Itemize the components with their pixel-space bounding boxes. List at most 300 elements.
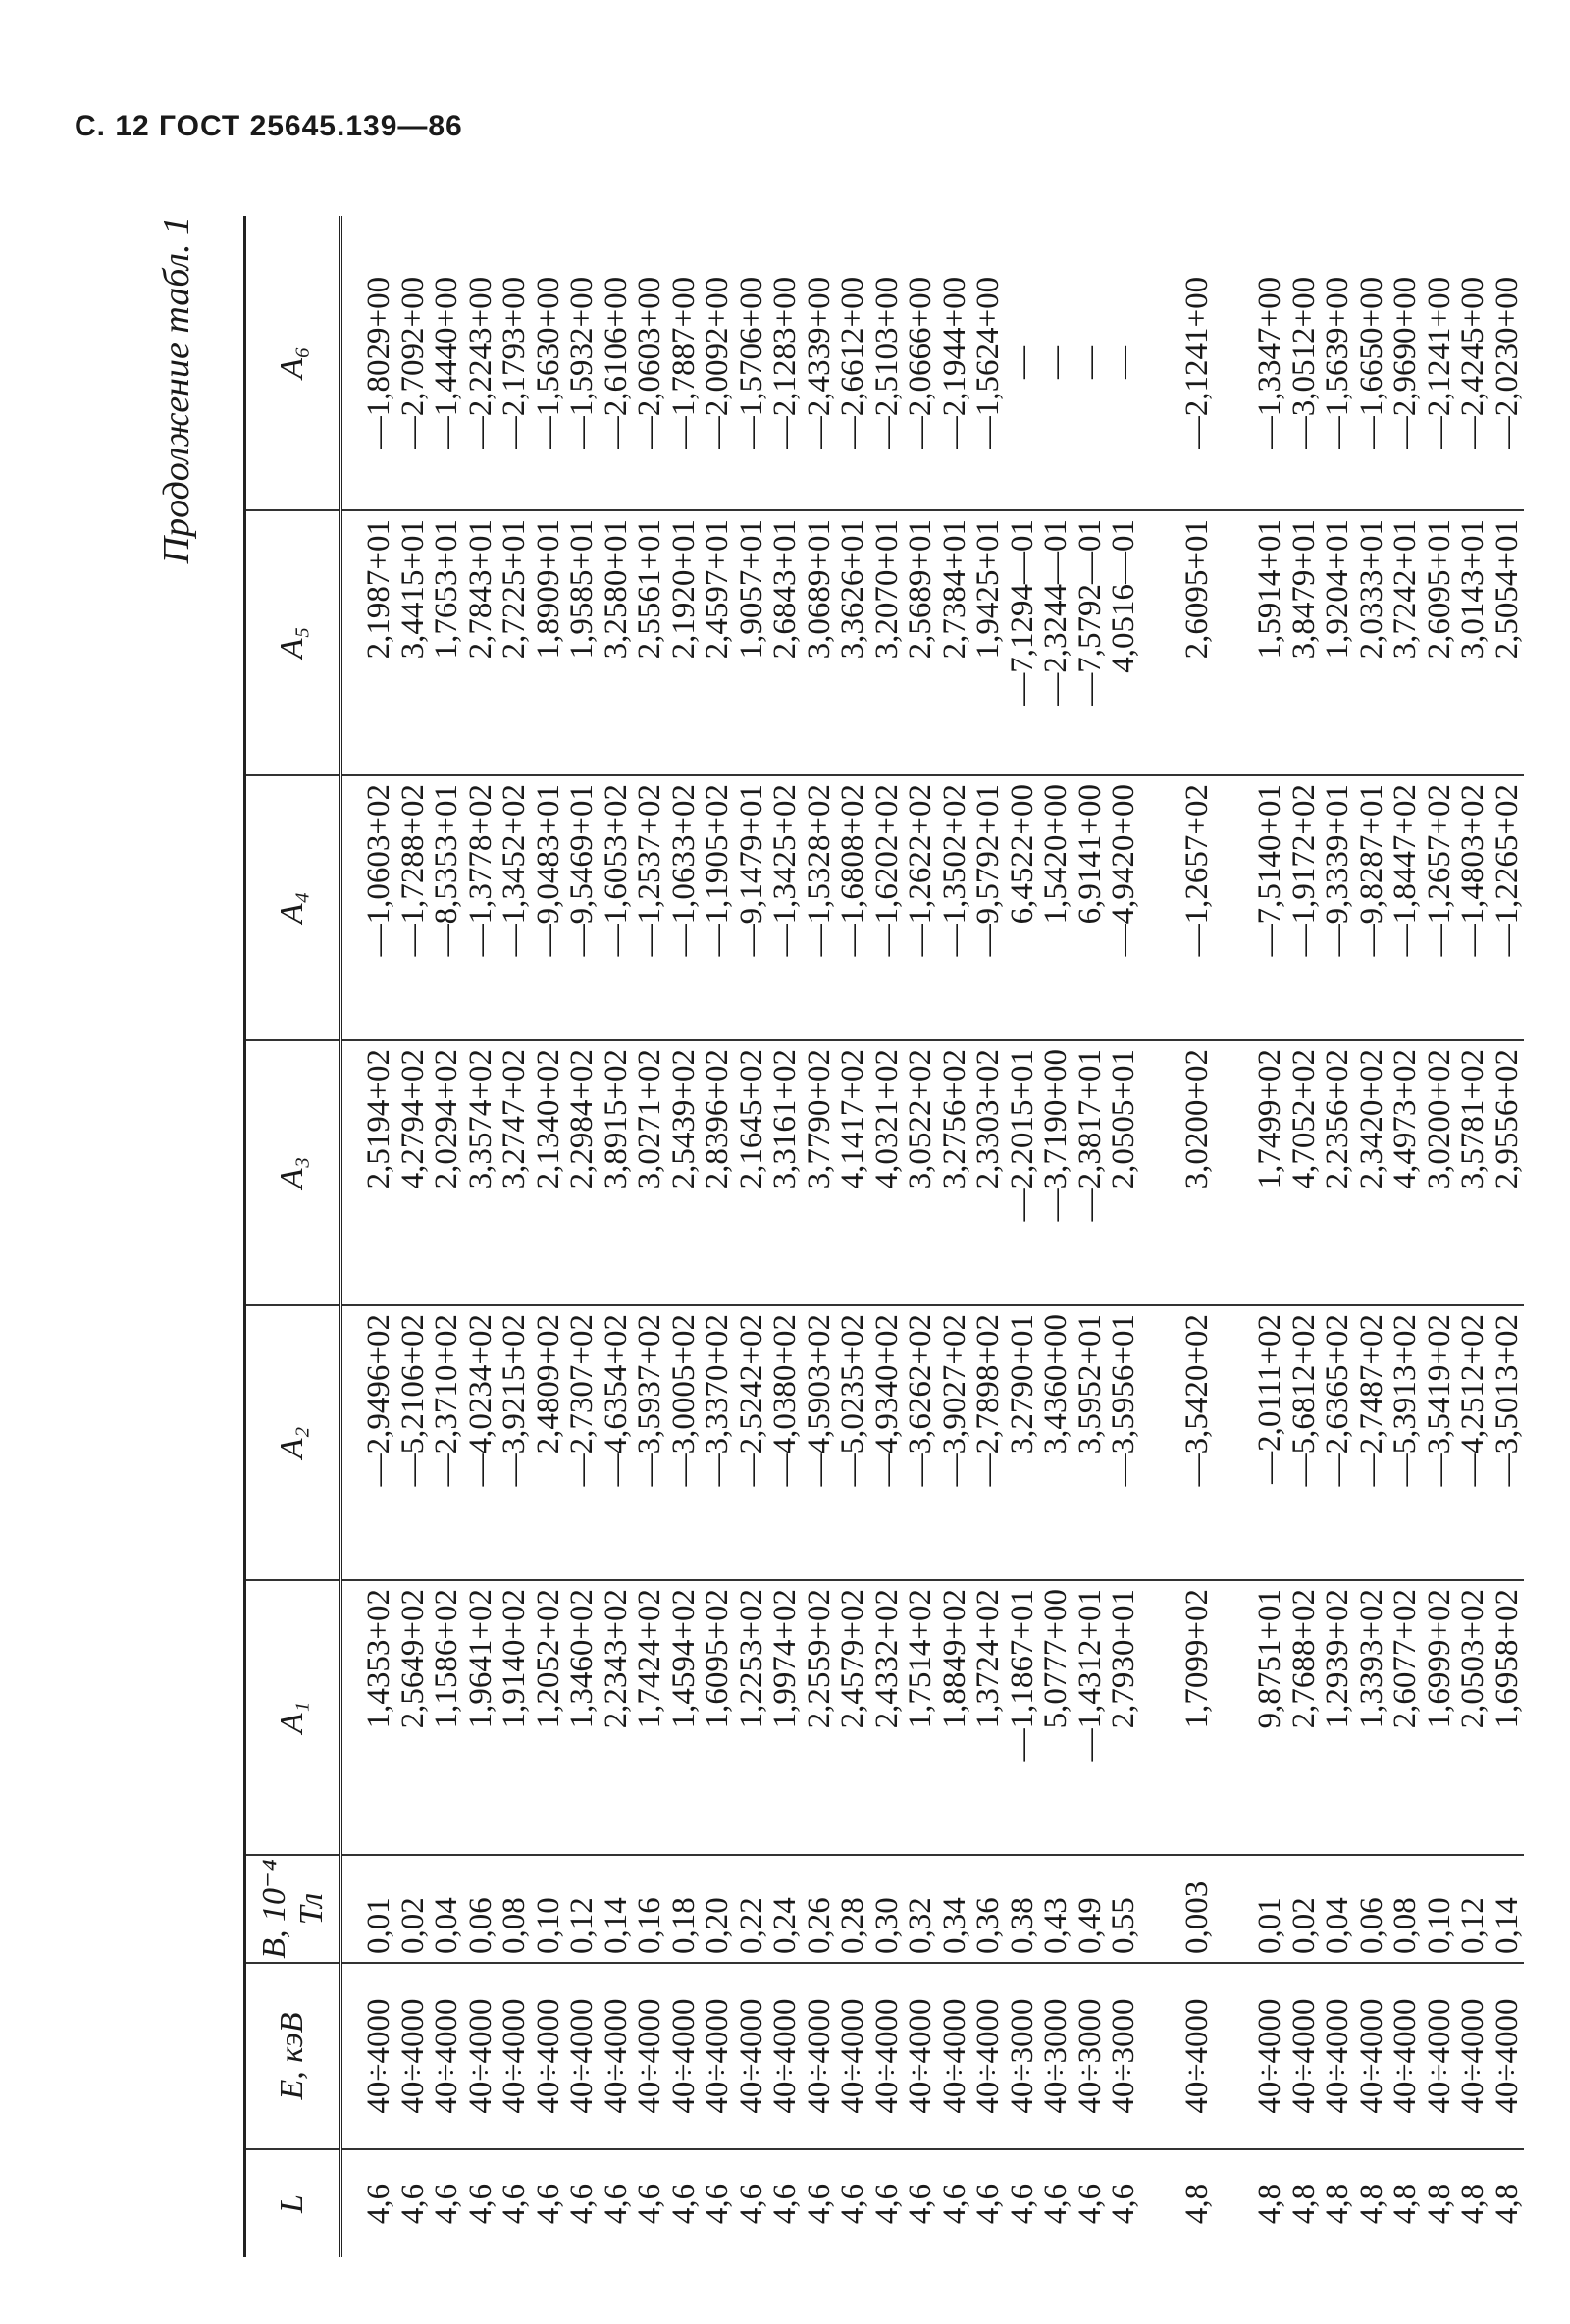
cell-a5: 3,0689+01 xyxy=(803,510,837,775)
spacer-cell xyxy=(1141,775,1180,1040)
cell-a5: 1,8909+01 xyxy=(532,510,566,775)
cell-a1: 2,4579+02 xyxy=(836,1580,870,1855)
table-row xyxy=(938,216,972,2257)
spacer-cell xyxy=(1141,510,1180,775)
cell-a1: 5,0777+00 xyxy=(1039,1580,1073,1855)
cell-l: 4,6 xyxy=(632,2183,667,2225)
cell-e: 40÷4000 xyxy=(497,1963,532,2149)
cell-e: 40÷4000 xyxy=(971,1963,1006,2149)
cell-e: 40÷4000 xyxy=(1253,1963,1287,2149)
cell-e: 40÷4000 xyxy=(904,1963,938,2149)
cell-l: 4,6 xyxy=(835,2183,870,2225)
table-row xyxy=(497,216,532,2257)
cell-a3: 2,1645+02 xyxy=(735,1040,769,1305)
cell-a5: 3,0143+01 xyxy=(1456,510,1491,775)
cell-l: 4,8 xyxy=(1421,2183,1457,2225)
spacer-cell xyxy=(1141,1040,1180,1305)
cell-l: 4,8 xyxy=(1455,2183,1491,2225)
cell-a2: —2,5242+02 xyxy=(735,1305,769,1580)
cell-a5: 3,4415+01 xyxy=(396,510,431,775)
cell-b: 0,49 xyxy=(1073,1855,1108,1963)
cell-a6: — xyxy=(1039,216,1073,510)
cell-a3: 1,7499+02 xyxy=(1253,1040,1287,1305)
table-row xyxy=(667,216,702,2257)
cell-b: 0,12 xyxy=(565,1855,600,1963)
cell-a6: —3,0512+00 xyxy=(1287,216,1322,510)
cell-b: 0,36 xyxy=(971,1855,1006,1963)
cell-a2: —5,2106+02 xyxy=(396,1305,431,1580)
cell-a4: —1,6202+02 xyxy=(870,775,905,1040)
cell-a3: 2,5439+02 xyxy=(667,1040,702,1305)
cell-b: 0,43 xyxy=(1039,1855,1073,1963)
cell-b: 0,16 xyxy=(633,1855,667,1963)
cell-a3: 3,2756+02 xyxy=(938,1040,972,1305)
cell-a2: —4,0380+02 xyxy=(768,1305,803,1580)
spacer-cell xyxy=(1141,2149,1180,2257)
cell-a6: —1,4440+00 xyxy=(430,216,464,510)
cell-a1: 2,4332+02 xyxy=(870,1580,905,1855)
cell-a6: —2,6612+00 xyxy=(836,216,870,510)
cell-a3: 2,2356+02 xyxy=(1321,1040,1355,1305)
cell-a3: 3,0522+02 xyxy=(904,1040,938,1305)
cell-a3: 3,0271+02 xyxy=(633,1040,667,1305)
cell-b: 0,01 xyxy=(1253,1855,1287,1963)
spacer-cell xyxy=(1141,1305,1180,1580)
cell-a4: 1,5420+00 xyxy=(1039,775,1073,1040)
cell-a6: —2,0230+00 xyxy=(1491,216,1525,510)
cell-a4: —1,3502+02 xyxy=(938,775,972,1040)
cell-a5: 2,5561+01 xyxy=(633,510,667,775)
cell-a4: —9,5469+01 xyxy=(565,775,600,1040)
cell-l: 4,8 xyxy=(1252,2183,1287,2225)
cell-a3: 2,9556+02 xyxy=(1491,1040,1525,1305)
cell-a1: 1,3393+02 xyxy=(1355,1580,1389,1855)
cell-e: 40÷4000 xyxy=(396,1963,431,2149)
cell-a3: 4,4973+02 xyxy=(1388,1040,1423,1305)
cell-b: 0,34 xyxy=(938,1855,972,1963)
cell-a2: —3,5956+01 xyxy=(1107,1305,1141,1580)
cell-a1: 1,8849+02 xyxy=(938,1580,972,1855)
cell-e: 40÷4000 xyxy=(340,1963,396,2149)
cell-a6: —2,5103+00 xyxy=(870,216,905,510)
cell-a1: 1,9641+02 xyxy=(464,1580,498,1855)
rotated-table-block xyxy=(147,216,1525,2257)
cell-a1: 1,4594+02 xyxy=(667,1580,702,1855)
spacer-cell xyxy=(1214,1855,1253,1963)
cell-b: 0,08 xyxy=(497,1855,532,1963)
cell-e: 40÷4000 xyxy=(565,1963,600,2149)
cell-e: 40÷4000 xyxy=(701,1963,735,2149)
cell-a2: 3,4360+00 xyxy=(1039,1305,1073,1580)
table-row xyxy=(1321,216,1355,2257)
cell-a1: 1,7514+02 xyxy=(904,1580,938,1855)
cell-a1: 2,7930+01 xyxy=(1107,1580,1141,1855)
cell-b: 0,04 xyxy=(430,1855,464,1963)
table-row xyxy=(1456,216,1491,2257)
table-row xyxy=(803,216,837,2257)
cell-a6: —2,7092+00 xyxy=(396,216,431,510)
cell-a6: —2,1241+00 xyxy=(1423,216,1457,510)
col-header-a5: A₅ xyxy=(245,510,341,775)
cell-a5: 3,7242+01 xyxy=(1388,510,1423,775)
table-row xyxy=(971,216,1006,2257)
spacer-cell xyxy=(1214,2149,1253,2257)
cell-a6: —1,7887+00 xyxy=(667,216,702,510)
cell-a1: 1,6958+02 xyxy=(1491,1580,1525,1855)
cell-b: 0,01 xyxy=(340,1855,396,1963)
spacer-cell xyxy=(1214,775,1253,1040)
cell-a1: 9,8751+01 xyxy=(1253,1580,1287,1855)
cell-a3: 3,7790+02 xyxy=(803,1040,837,1305)
cell-a4: —1,1905+02 xyxy=(701,775,735,1040)
cell-e: 40÷4000 xyxy=(1491,1963,1525,2149)
cell-a2: —3,3370+02 xyxy=(701,1305,735,1580)
cell-b: 0,26 xyxy=(803,1855,837,1963)
cell-a4: —1,6053+02 xyxy=(600,775,634,1040)
cell-a3: 4,1417+02 xyxy=(836,1040,870,1305)
cell-a1: 1,6095+02 xyxy=(701,1580,735,1855)
cell-l: 4,8 xyxy=(1387,2183,1423,2225)
cell-a2: —3,0005+02 xyxy=(667,1305,702,1580)
page-header: С. 12 ГОСТ 25645.139—86 xyxy=(75,110,463,142)
spacer-cell xyxy=(1214,1040,1253,1305)
cell-a5: 1,7653+01 xyxy=(430,510,464,775)
cell-l: 4,6 xyxy=(394,2183,431,2225)
cell-a2: —3,6262+02 xyxy=(904,1305,938,1580)
group-spacer xyxy=(1141,216,1180,2257)
cell-a2: —2,7898+02 xyxy=(971,1305,1006,1580)
cell-a3: 2,3420+02 xyxy=(1355,1040,1389,1305)
cell-a5: 4,0516—01 xyxy=(1107,510,1141,775)
cell-a4: —9,8287+01 xyxy=(1355,775,1389,1040)
table-row xyxy=(1006,216,1040,2257)
cell-a6: —2,1241+00 xyxy=(1180,216,1215,510)
spacer-cell xyxy=(1141,1855,1180,1963)
cell-a6: —1,8029+00 xyxy=(340,216,396,510)
cell-a2: —4,9340+02 xyxy=(870,1305,905,1580)
cell-a2: —4,5903+02 xyxy=(803,1305,837,1580)
cell-l: 4,6 xyxy=(733,2183,769,2225)
cell-a2: 3,5952+01 xyxy=(1073,1305,1108,1580)
spacer-cell xyxy=(1141,1963,1180,2149)
cell-a2: —4,2512+02 xyxy=(1456,1305,1491,1580)
cell-a6: — xyxy=(1006,216,1040,510)
data-table xyxy=(243,216,1524,2257)
cell-a5: 2,1987+01 xyxy=(340,510,396,775)
cell-a1: 2,6077+02 xyxy=(1388,1580,1423,1855)
cell-a5: 1,9425+01 xyxy=(971,510,1006,775)
cell-b: 0,30 xyxy=(870,1855,905,1963)
table-row xyxy=(396,216,431,2257)
table-row xyxy=(633,216,667,2257)
cell-a6: —2,0603+00 xyxy=(633,216,667,510)
cell-l: 4,8 xyxy=(1489,2183,1525,2225)
cell-a4: —8,5353+01 xyxy=(430,775,464,1040)
cell-b: 0,10 xyxy=(532,1855,566,1963)
table-row xyxy=(1388,216,1423,2257)
cell-b: 0,12 xyxy=(1456,1855,1491,1963)
cell-b: 0,32 xyxy=(904,1855,938,1963)
table-row xyxy=(600,216,634,2257)
cell-a3: 2,5194+02 xyxy=(340,1040,396,1305)
cell-b: 0,38 xyxy=(1006,1855,1040,1963)
cell-a2: —5,6812+02 xyxy=(1287,1305,1322,1580)
table-row xyxy=(735,216,769,2257)
cell-a3: 2,2984+02 xyxy=(565,1040,600,1305)
cell-a4: —1,0633+02 xyxy=(667,775,702,1040)
cell-a4: 6,9141+00 xyxy=(1073,775,1108,1040)
cell-a6: —1,5706+00 xyxy=(735,216,769,510)
table-row xyxy=(1287,216,1322,2257)
cell-a3: —3,7190+00 xyxy=(1039,1040,1073,1305)
cell-a4: —1,5328+02 xyxy=(803,775,837,1040)
table-body xyxy=(340,216,1524,2257)
cell-a3: 3,0200+02 xyxy=(1180,1040,1215,1305)
spacer-cell xyxy=(1214,216,1253,510)
col-header-a2: A₂ xyxy=(245,1305,341,1580)
cell-a6: —2,1283+00 xyxy=(768,216,803,510)
cell-e: 40÷4000 xyxy=(600,1963,634,2149)
cell-a4: —1,2265+02 xyxy=(1491,775,1525,1040)
cell-b: 0,08 xyxy=(1388,1855,1423,1963)
cell-a6: — xyxy=(1107,216,1141,510)
cell-l: 4,6 xyxy=(564,2183,600,2225)
cell-b: 0,02 xyxy=(1287,1855,1322,1963)
col-header-e: E, кэВ xyxy=(245,1963,341,2149)
cell-b: 0,04 xyxy=(1321,1855,1355,1963)
cell-a1: 2,0503+02 xyxy=(1456,1580,1491,1855)
cell-a4: —1,9172+02 xyxy=(1287,775,1322,1040)
cell-a3: 3,2747+02 xyxy=(497,1040,532,1305)
cell-l: 4,6 xyxy=(936,2183,972,2225)
cell-b: 0,02 xyxy=(396,1855,431,1963)
cell-e: 40÷4000 xyxy=(938,1963,972,2149)
cell-l: 4,6 xyxy=(903,2183,938,2225)
cell-b: 0,28 xyxy=(836,1855,870,1963)
cell-l: 4,6 xyxy=(462,2183,498,2225)
cell-a4: —1,3452+02 xyxy=(497,775,532,1040)
cell-a5: 2,7384+01 xyxy=(938,510,972,775)
cell-a4: —1,3778+02 xyxy=(464,775,498,1040)
cell-a4: —1,2657+02 xyxy=(1423,775,1457,1040)
cell-a2: —3,5937+02 xyxy=(633,1305,667,1580)
cell-l: 4,6 xyxy=(1004,2183,1040,2225)
cell-a2: —5,0235+02 xyxy=(836,1305,870,1580)
cell-a6: —2,0092+00 xyxy=(701,216,735,510)
cell-e: 40÷3000 xyxy=(1039,1963,1073,2149)
cell-a4: —1,2657+02 xyxy=(1180,775,1215,1040)
cell-a4: —1,8447+02 xyxy=(1388,775,1423,1040)
spacer-cell xyxy=(1141,216,1180,510)
cell-a5: 1,9204+01 xyxy=(1321,510,1355,775)
cell-a5: —7,5792—01 xyxy=(1073,510,1108,775)
table-row xyxy=(532,216,566,2257)
cell-a5: 3,2070+01 xyxy=(870,510,905,775)
cell-a4: —1,4803+02 xyxy=(1456,775,1491,1040)
table-row xyxy=(904,216,938,2257)
cell-e: 40÷4000 xyxy=(768,1963,803,2149)
cell-b: 0,20 xyxy=(701,1855,735,1963)
cell-a1: 1,1586+02 xyxy=(430,1580,464,1855)
table-row xyxy=(836,216,870,2257)
cell-a5: 1,5914+01 xyxy=(1253,510,1287,775)
cell-b: 0,06 xyxy=(464,1855,498,1963)
cell-a5: 3,3626+01 xyxy=(836,510,870,775)
cell-a6: —2,9690+00 xyxy=(1388,216,1423,510)
group-spacer xyxy=(1214,216,1253,2257)
cell-b: 0,06 xyxy=(1355,1855,1389,1963)
cell-l: 4,6 xyxy=(767,2183,803,2225)
cell-a6: —1,5630+00 xyxy=(532,216,566,510)
cell-a5: 3,2580+01 xyxy=(600,510,634,775)
cell-l: 4,6 xyxy=(598,2183,634,2225)
cell-a2: —2,7487+02 xyxy=(1355,1305,1389,1580)
col-header-b: B, 10⁻⁴ Тл xyxy=(245,1855,341,1963)
cell-a6: —2,1944+00 xyxy=(938,216,972,510)
cell-l: 4,8 xyxy=(1178,2183,1215,2225)
cell-e: 40÷4000 xyxy=(1287,1963,1322,2149)
cell-a2: —2,6365+02 xyxy=(1321,1305,1355,1580)
cell-e: 40÷4000 xyxy=(633,1963,667,2149)
cell-l: 4,6 xyxy=(970,2183,1006,2225)
cell-a5: 2,0333+01 xyxy=(1355,510,1389,775)
cell-a6: —2,4339+00 xyxy=(803,216,837,510)
table-row xyxy=(1180,216,1215,2257)
cell-l: 4,6 xyxy=(665,2183,702,2225)
table-row xyxy=(1039,216,1073,2257)
col-header-a1: A₁ xyxy=(245,1580,341,1855)
cell-a1: 1,3724+02 xyxy=(971,1580,1006,1855)
cell-l: 4,8 xyxy=(1320,2183,1355,2225)
table-row xyxy=(1107,216,1141,2257)
cell-b: 0,14 xyxy=(1491,1855,1525,1963)
cell-a5: 2,6095+01 xyxy=(1423,510,1457,775)
cell-e: 40÷4000 xyxy=(532,1963,566,2149)
cell-a1: 1,2939+02 xyxy=(1321,1580,1355,1855)
cell-a3: 3,8915+02 xyxy=(600,1040,634,1305)
cell-a5: 2,1920+01 xyxy=(667,510,702,775)
cell-a5: 3,8479+01 xyxy=(1287,510,1322,775)
cell-a6: — xyxy=(1073,216,1108,510)
cell-b: 0,003 xyxy=(1180,1855,1215,1963)
cell-l: 4,6 xyxy=(1072,2183,1108,2225)
cell-e: 40÷4000 xyxy=(464,1963,498,2149)
cell-e: 40÷4000 xyxy=(803,1963,837,2149)
cell-e: 40÷4000 xyxy=(870,1963,905,2149)
cell-a3: 3,3161+02 xyxy=(768,1040,803,1305)
cell-e: 40÷4000 xyxy=(1388,1963,1423,2149)
cell-e: 40÷4000 xyxy=(430,1963,464,2149)
cell-a1: 1,9140+02 xyxy=(497,1580,532,1855)
continuation-caption: Продолжение табл. 1 xyxy=(156,216,197,564)
cell-e: 40÷3000 xyxy=(1107,1963,1141,2149)
cell-a2: —4,6354+02 xyxy=(600,1305,634,1580)
table-row xyxy=(701,216,735,2257)
cell-a1: 1,9974+02 xyxy=(768,1580,803,1855)
cell-a1: 1,2052+02 xyxy=(532,1580,566,1855)
table-row xyxy=(340,216,396,2257)
cell-a2: —2,0111+02 xyxy=(1253,1305,1287,1580)
cell-a6: —2,4245+00 xyxy=(1456,216,1491,510)
cell-a2: —3,9027+02 xyxy=(938,1305,972,1580)
cell-a3: 3,0200+02 xyxy=(1423,1040,1457,1305)
cell-a6: —2,1793+00 xyxy=(497,216,532,510)
cell-a4: —1,0603+02 xyxy=(340,775,396,1040)
cell-a3: 2,0505+01 xyxy=(1107,1040,1141,1305)
cell-a6: —2,2243+00 xyxy=(464,216,498,510)
cell-a2: —3,5419+02 xyxy=(1423,1305,1457,1580)
cell-a6: —1,5624+00 xyxy=(971,216,1006,510)
spacer-cell xyxy=(1214,1580,1253,1855)
table-row xyxy=(768,216,803,2257)
cell-a5: 1,9057+01 xyxy=(735,510,769,775)
cell-b: 0,18 xyxy=(667,1855,702,1963)
cell-a1: 1,4353+02 xyxy=(340,1580,396,1855)
cell-l: 4,6 xyxy=(801,2183,837,2225)
table-row xyxy=(1355,216,1389,2257)
cell-a1: 1,3460+02 xyxy=(565,1580,600,1855)
table-row xyxy=(1423,216,1457,2257)
cell-a6: —1,6650+00 xyxy=(1355,216,1389,510)
cell-a3: 3,5781+02 xyxy=(1456,1040,1491,1305)
cell-e: 40÷4000 xyxy=(1423,1963,1457,2149)
cell-a1: —1,4312+01 xyxy=(1073,1580,1108,1855)
cell-a3: 2,3303+02 xyxy=(971,1040,1006,1305)
cell-a4: —1,2622+02 xyxy=(904,775,938,1040)
cell-b: 0,10 xyxy=(1423,1855,1457,1963)
cell-a5: 2,5054+01 xyxy=(1491,510,1525,775)
cell-a1: 2,5649+02 xyxy=(396,1580,431,1855)
cell-a1: 1,7099+02 xyxy=(1180,1580,1215,1855)
table-row xyxy=(1073,216,1108,2257)
cell-a5: 2,5689+01 xyxy=(904,510,938,775)
cell-a4: —1,2537+02 xyxy=(633,775,667,1040)
cell-a6: —1,3347+00 xyxy=(1253,216,1287,510)
cell-a2: —2,9496+02 xyxy=(340,1305,396,1580)
cell-a4: —9,0483+01 xyxy=(532,775,566,1040)
cell-a1: 2,2559+02 xyxy=(803,1580,837,1855)
cell-a1: 2,7688+02 xyxy=(1287,1580,1322,1855)
cell-a4: —9,3339+01 xyxy=(1321,775,1355,1040)
table-row xyxy=(870,216,905,2257)
table-row xyxy=(430,216,464,2257)
cell-a3: —2,3817+01 xyxy=(1073,1040,1108,1305)
cell-e: 40÷4000 xyxy=(1321,1963,1355,2149)
col-header-a4: A₄ xyxy=(245,775,341,1040)
cell-a1: 1,7424+02 xyxy=(633,1580,667,1855)
cell-a3: 4,0321+02 xyxy=(870,1040,905,1305)
cell-a4: —1,7288+02 xyxy=(396,775,431,1040)
cell-l: 4,6 xyxy=(1106,2183,1141,2225)
cell-a1: 1,2253+02 xyxy=(735,1580,769,1855)
cell-a3: 2,0294+02 xyxy=(430,1040,464,1305)
cell-a2: —5,3913+02 xyxy=(1388,1305,1423,1580)
cell-b: 0,14 xyxy=(600,1855,634,1963)
cell-a4: —9,5792+01 xyxy=(971,775,1006,1040)
col-header-l: L xyxy=(245,2149,341,2257)
cell-b: 0,24 xyxy=(768,1855,803,1963)
cell-l: 4,8 xyxy=(1285,2183,1322,2225)
cell-l: 4,6 xyxy=(530,2183,566,2225)
cell-a2: 2,4809+02 xyxy=(532,1305,566,1580)
cell-a1: 2,2343+02 xyxy=(600,1580,634,1855)
cell-e: 40÷4000 xyxy=(1456,1963,1491,2149)
spacer-cell xyxy=(1214,510,1253,775)
cell-a2: —4,0234+02 xyxy=(464,1305,498,1580)
cell-a2: 3,2790+01 xyxy=(1006,1305,1040,1580)
cell-a3: 4,2794+02 xyxy=(396,1040,431,1305)
cell-e: 40÷4000 xyxy=(667,1963,702,2149)
